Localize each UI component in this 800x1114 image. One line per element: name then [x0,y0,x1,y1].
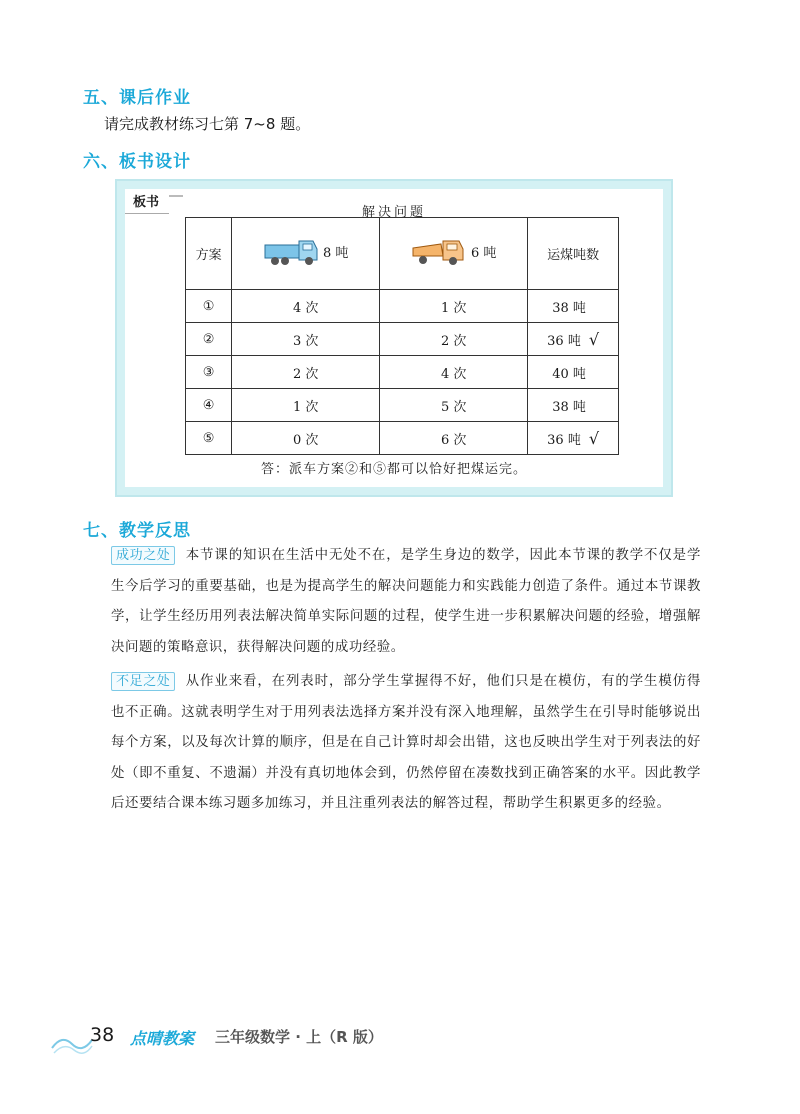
board-answer: 答：派车方案②和⑤都可以恰好把煤运完。 [260,462,527,477]
table-row [186,356,619,389]
truck-a-trips: 3 次 [232,323,380,356]
truck-a-trips: 2 次 [232,356,380,389]
total-tons: 38 吨 [528,389,619,422]
page-footer [50,1020,470,1060]
section-title-homework: 五、课后作业 [83,88,191,108]
success-paragraph [111,541,701,663]
lack-tag: 不足之处 [111,672,175,691]
blackboard-panel [115,179,673,497]
section-title-board-design: 六、板书设计 [83,152,191,172]
truck-b-trips: 2 次 [380,323,528,356]
plan-number: ④ [186,389,232,422]
plan-number: ① [186,290,232,323]
total-tons: 40 吨 [528,356,619,389]
blue-truck-icon [263,236,321,268]
check-mark: √ [588,329,600,349]
table-row [186,323,619,356]
truck-b-trips: 5 次 [380,389,528,422]
header-truck-b [380,218,528,290]
plan-number: ② [186,323,232,356]
truck-b-trips: 4 次 [380,356,528,389]
truck-b-trips: 6 次 [380,422,528,455]
header-total: 运煤吨数 [528,218,619,290]
header-plan: 方案 [186,218,232,290]
check-mark: √ [588,428,600,448]
truck-a-trips: 1 次 [232,389,380,422]
total-tons: 36 吨 √ [528,323,619,356]
homework-text: 请完成教材练习七第 7~8 题。 [104,115,311,133]
table-row [186,422,619,455]
board-tag: 板书 [125,189,169,214]
truck-a-capacity: 8 吨 [323,246,349,261]
plan-number: ③ [186,356,232,389]
truck-b-trips: 1 次 [380,290,528,323]
wave-ornament-icon [50,1026,94,1056]
table-header-row [186,218,619,290]
truck-a-trips: 4 次 [232,290,380,323]
table-row [186,389,619,422]
board-title: 解决问题 [361,205,426,220]
plan-number: ⑤ [186,422,232,455]
book-title: 三年级数学 · 上（R 版） [215,1028,383,1046]
success-text: 本节课的知识在生活中无处不在，是学生身边的数学，因此本节课的教学不仅是学生今后学习的重要基础，也是为提高学生的解决问题能力和实践能力创造了条件。通过本节课教学，让学生经历用列表法解决简单实际问题的过程，使学生进一步积累解决问题的经验，增强解决问题的策略意识，获得解决问题的成功经验。 [111,548,701,655]
success-tag: 成功之处 [111,546,175,565]
lack-paragraph [111,667,701,820]
orange-truck-icon [411,236,469,268]
plan-table [185,217,619,455]
page-number: 38 [90,1024,115,1046]
truck-a-trips: 0 次 [232,422,380,455]
truck-b-capacity: 6 吨 [471,246,497,261]
header-truck-a [232,218,380,290]
total-tons: 38 吨 [528,290,619,323]
lack-text: 从作业来看，在列表时，部分学生掌握得不好，他们只是在模仿，有的学生模仿得也不正确。这就表明学生对于用列表法选择方案并没有深入地理解，虽然学生在引导时能够说出每个方案，以及每次计算的顺序，但是在自己计算时却会出错，这也反映出学生对于列表法的好处（即不重复、不遗漏）并没有真切地体会到，仍然停留在凑数找到正确答案的水平。因此教学后还要结合课本练习题多加练习，并且注重列表法的解答过程，帮助学生积累更多的经验。 [111,674,701,811]
total-tons: 36 吨 √ [528,422,619,455]
brand-logo: 点晴教案 [130,1029,195,1048]
section-title-reflection: 七、教学反思 [83,521,191,541]
table-row [186,290,619,323]
